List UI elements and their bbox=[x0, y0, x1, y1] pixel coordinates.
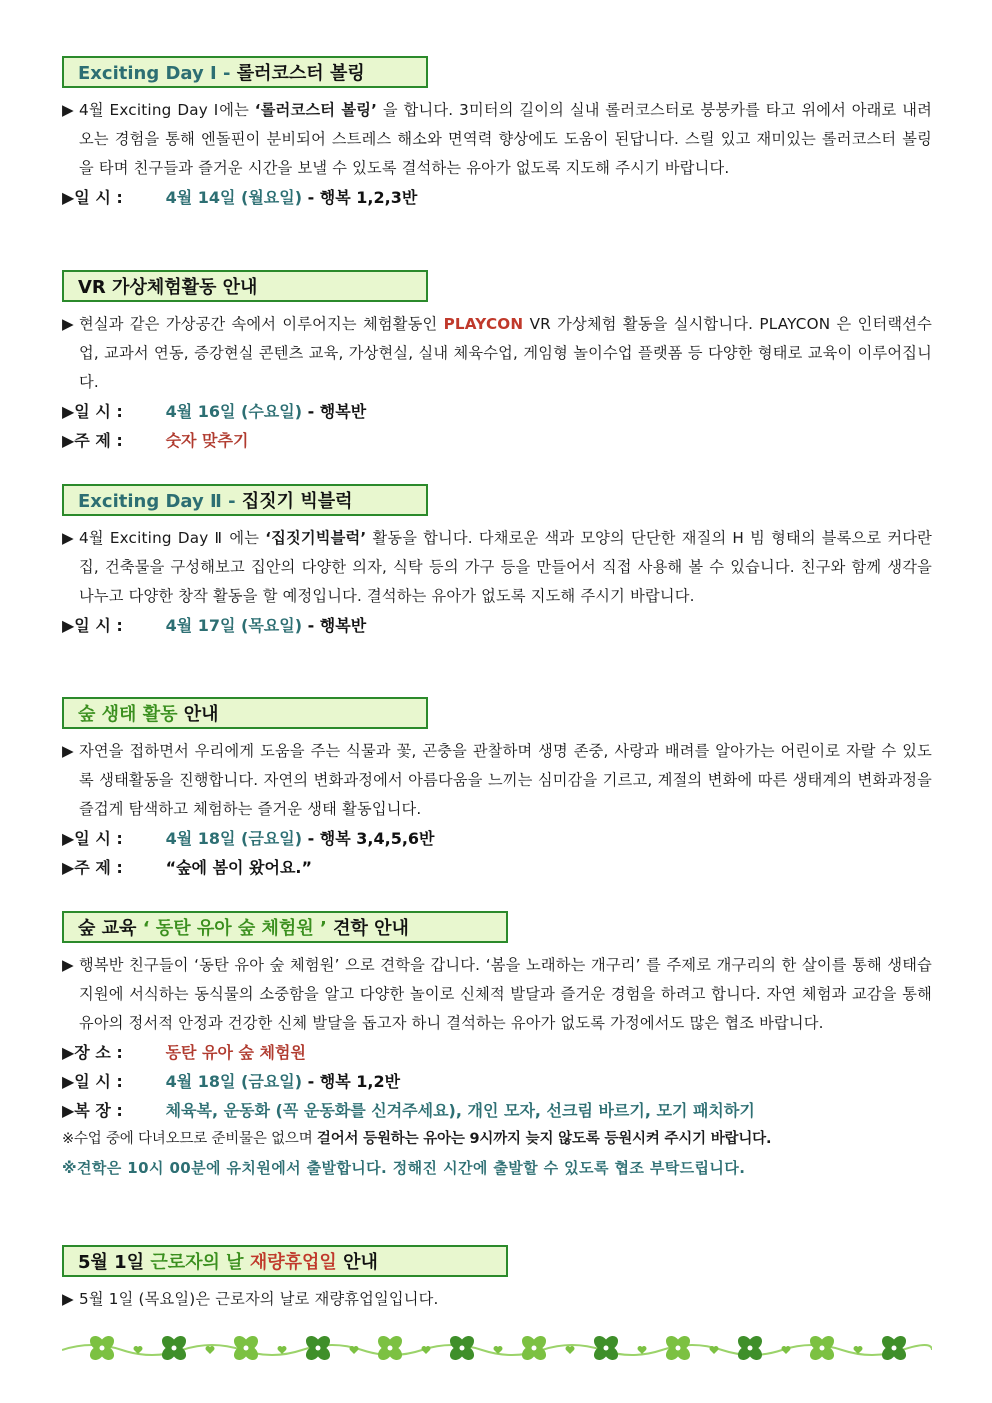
date-class: - 행복반 bbox=[302, 616, 367, 635]
note-emphasis: 걸어서 등원하는 유아는 9시까지 늦지 않도록 등원시켜 주시기 바랍니다. bbox=[316, 1131, 772, 1147]
section-header: VR 가상체험활동 안내 bbox=[62, 270, 428, 302]
paragraph-text: 활동을 합니다. 다채로운 색과 모양의 단단한 재질의 H 빔 형태의 블록으로 커다란 집, 건축물을 구성해보고 집안의 다양한 의자, 식탁 등의 가구 등을 만들어서 직접 사용해 볼 수 있습니다. 친구와 함께 생각을 나누고 다양한 창작 활동을 할 예정입니다. 결석하는 유아가 없도록 지도해 주시기 바랍니다. bbox=[79, 529, 933, 605]
place-label: ▶장 소 : bbox=[62, 1043, 123, 1062]
clover-border-decoration bbox=[62, 1328, 932, 1368]
date-row bbox=[62, 824, 932, 853]
section-paragraph bbox=[62, 1285, 932, 1314]
date-row bbox=[62, 611, 932, 640]
heart-icon bbox=[206, 1346, 215, 1354]
topic-label: ▶주 제 : bbox=[62, 431, 123, 450]
clothing-row bbox=[62, 1096, 932, 1125]
section-exciting-day-1 bbox=[62, 56, 932, 212]
heart-icon bbox=[638, 1346, 647, 1354]
note-preparation bbox=[62, 1125, 932, 1154]
topic-value: 숫자 맞추기 bbox=[160, 431, 249, 450]
brand-name: PLAYCON bbox=[443, 315, 524, 333]
heart-icon bbox=[278, 1346, 287, 1354]
paragraph-text: 5월 1일 (목요일)은 근로자의 날로 재량휴업일입니다. bbox=[79, 1290, 439, 1308]
header-title-part: 롤러코스터 볼링 bbox=[236, 63, 365, 84]
clover-icon bbox=[879, 1333, 909, 1363]
header-title-part: 집짓기 빅블럭 bbox=[241, 491, 353, 512]
header-title-part: 숲 생태 활동 bbox=[78, 704, 178, 725]
clover-icon bbox=[159, 1333, 189, 1363]
header-title-part: 재량휴업일 bbox=[249, 1252, 337, 1273]
heart-icon bbox=[422, 1346, 431, 1354]
date-value: 4월 14일 (월요일) bbox=[160, 188, 303, 207]
date-value: 4월 17일 (목요일) bbox=[160, 616, 303, 635]
header-title-part: 안내 bbox=[336, 1252, 378, 1273]
header-title-part: ‘ 동탄 유아 숲 체험원 ’ bbox=[142, 918, 327, 939]
bullet-icon: ▶ bbox=[62, 101, 74, 119]
header-title-part: 숲 교육 bbox=[78, 918, 143, 939]
clover-center bbox=[892, 1346, 897, 1351]
clover-center bbox=[244, 1346, 249, 1351]
bullet-icon: ▶ bbox=[62, 742, 74, 760]
heart-icon bbox=[781, 1346, 790, 1354]
date-label: ▶일 시 : bbox=[62, 188, 123, 207]
section-paragraph bbox=[62, 524, 932, 611]
header-title-part: Exciting Day Ⅰ - bbox=[78, 63, 237, 84]
clover-center bbox=[460, 1346, 465, 1351]
section-header bbox=[62, 1245, 508, 1277]
place-row bbox=[62, 1038, 932, 1067]
date-class: - 행복 1,2,3반 bbox=[302, 188, 418, 207]
date-label: ▶일 시 : bbox=[62, 829, 123, 848]
clover-icon bbox=[735, 1333, 765, 1363]
paragraph-text: 을 합니다. 3미터의 길이의 실내 롤러코스터로 붕붕카를 타고 위에서 아래로 내려오는 경험을 통해 엔돌핀이 분비되어 스트레스 해소와 면역력 향상에도 도움이 된답니다. 스릴 있고 재미있는 롤러코스터 볼링을 타며 친구들과 즐거운 시간을 보낼 수 있도록 결석하는 유아가 없도록 지도해 주시기 바랍니다. bbox=[79, 101, 932, 177]
section-paragraph bbox=[62, 951, 932, 1038]
date-label: ▶일 시 : bbox=[62, 402, 123, 421]
date-class: - 행복반 bbox=[302, 402, 367, 421]
header-title-part: 근로자의 날 bbox=[150, 1252, 250, 1273]
heart-icon bbox=[709, 1346, 718, 1354]
paragraph-text: 4월 Exciting Day Ⅰ에는 bbox=[79, 101, 255, 119]
paragraph-text: VR 가상체험 활동을 실시합니다. PLAYCON 은 인터랙션수업, 교과서 연동, 증강현실 콘텐츠 교육, 가상현실, 실내 체육수업, 게임형 놀이수업 플랫폼 등 다양한 형태로 교육이 이루어집니다. bbox=[79, 315, 932, 391]
topic-label: ▶주 제 : bbox=[62, 858, 123, 877]
clothing-value: 체육복, 운동화 (꼭 운동화를 신겨주세요), 개인 모자, 선크림 바르기, 모기 패치하기 bbox=[160, 1101, 755, 1120]
paragraph-emphasis: ‘롤러코스터 볼링’ bbox=[254, 101, 378, 119]
clover-center bbox=[532, 1346, 537, 1351]
section-forest-field-trip bbox=[62, 911, 932, 1183]
header-title-part: 안내 bbox=[177, 704, 219, 725]
date-class: - 행복 1,2반 bbox=[302, 1072, 401, 1091]
clover-center bbox=[388, 1346, 393, 1351]
section-paragraph bbox=[62, 310, 932, 397]
section-labor-day bbox=[62, 1245, 932, 1314]
section-header bbox=[62, 911, 508, 943]
section-vr bbox=[62, 270, 932, 455]
date-row bbox=[62, 1067, 932, 1096]
clover-center bbox=[748, 1346, 753, 1351]
bullet-icon: ▶ bbox=[62, 1290, 74, 1308]
topic-row bbox=[62, 853, 932, 882]
clover-center bbox=[100, 1346, 105, 1351]
clothing-label: ▶복 장 : bbox=[62, 1101, 123, 1120]
section-paragraph bbox=[62, 96, 932, 183]
heart-icon bbox=[350, 1346, 359, 1354]
section-exciting-day-2 bbox=[62, 484, 932, 640]
clover-icon bbox=[375, 1333, 405, 1363]
clover-center bbox=[172, 1346, 177, 1351]
topic-value: “숲에 봄이 왔어요.” bbox=[160, 858, 313, 877]
section-header bbox=[62, 697, 428, 729]
header-title-part: Exciting Day Ⅱ - bbox=[78, 491, 242, 512]
paragraph-text: 행복반 친구들이 ‘동탄 유아 숲 체험원’ 으로 견학을 갑니다. ‘봄을 노래하는 개구리’ 를 주제로 개구리의 한 살이를 통해 생태습지원에 서식하는 동식물의 소중함을 알고 다양한 놀이로 신체적 발달과 즐거운 경험을 하려고 합니다. 자연 체험과 교감을 통해 유아의 정서적 안정과 건강한 신체 발달을 돕고자 하니 결석하는 유아가 없도록 가정에서도 많은 협조 바랍니다. bbox=[79, 956, 932, 1032]
clover-icon bbox=[519, 1333, 549, 1363]
bullet-icon: ▶ bbox=[62, 529, 74, 547]
clover-center bbox=[604, 1346, 609, 1351]
clover-center bbox=[820, 1346, 825, 1351]
section-header bbox=[62, 484, 428, 516]
section-paragraph bbox=[62, 737, 932, 824]
note-departure: ※견학은 10시 00분에 유치원에서 출발합니다. 정해진 시간에 출발할 수 있도록 협조 부탁드립니다. bbox=[62, 1159, 746, 1177]
paragraph-text: 4월 Exciting Day Ⅱ 에는 bbox=[79, 529, 266, 547]
date-value: 4월 16일 (수요일) bbox=[160, 402, 303, 421]
section-header bbox=[62, 56, 428, 88]
date-label: ▶일 시 : bbox=[62, 1072, 123, 1091]
bullet-icon: ▶ bbox=[62, 315, 74, 333]
date-class: - 행복 3,4,5,6반 bbox=[302, 829, 435, 848]
date-value: 4월 18일 (금요일) bbox=[160, 1072, 303, 1091]
header-title-part: 5월 1일 bbox=[78, 1252, 151, 1273]
paragraph-emphasis: ‘집짓기빅블럭’ bbox=[265, 529, 367, 547]
clover-center bbox=[676, 1346, 681, 1351]
date-label: ▶일 시 : bbox=[62, 616, 123, 635]
date-row bbox=[62, 397, 932, 426]
date-row bbox=[62, 183, 932, 212]
date-value: 4월 18일 (금요일) bbox=[160, 829, 303, 848]
header-title-part: 견학 안내 bbox=[326, 918, 409, 939]
heart-icon bbox=[566, 1346, 575, 1354]
place-value: 동탄 유아 숲 체험원 bbox=[160, 1043, 306, 1062]
paragraph-text: 현실과 같은 가상공간 속에서 이루어지는 체험활동인 bbox=[79, 315, 444, 333]
bullet-icon: ▶ bbox=[62, 956, 74, 974]
clover-center bbox=[316, 1346, 321, 1351]
note-text: ※수업 중에 다녀오므로 준비물은 없으며 bbox=[62, 1131, 317, 1147]
paragraph-text: 자연을 접하면서 우리에게 도움을 주는 식물과 꽃, 곤충을 관찰하며 생명 존중, 사랑과 배려를 알아가는 어린이로 자랄 수 있도록 생태활동을 진행합니다. 자연의 변화과정에서 아름다움을 느끼는 심미감을 기르고, 계절의 변화에 따른 생태계의 변화과정을 즐겁게 탐색하고 체험하는 즐거운 생태 활동입니다. bbox=[79, 742, 932, 818]
section-forest-ecology bbox=[62, 697, 932, 882]
topic-row bbox=[62, 426, 932, 455]
